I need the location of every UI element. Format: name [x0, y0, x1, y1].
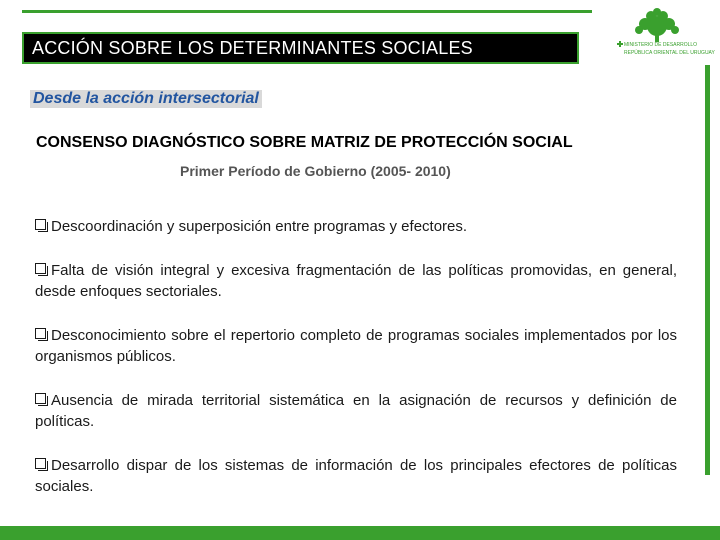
bullet-text: Falta de visión integral y excesiva fragmentación de las políticas promovidas, en general, desde enfoques sectoriales. — [35, 262, 677, 300]
cross-icon — [617, 41, 623, 47]
checkbox-bullet-icon — [35, 219, 46, 230]
period-text: Primer Período de Gobierno (2005- 2010) — [180, 163, 451, 179]
section-subtitle: Desde la acción intersectorial — [30, 90, 262, 108]
list-item — [35, 216, 677, 237]
bullet-text: Descoordinación y superposición entre programas y efectores. — [51, 218, 468, 235]
bullet-text: Desarrollo dispar de los sistemas de información de los principales efectores de políticas sociales. — [35, 457, 677, 495]
bullet-text: Desconocimiento sobre el repertorio completo de programas sociales implementados por los organismos públicos. — [35, 327, 677, 365]
checkbox-bullet-icon — [35, 393, 46, 404]
checkbox-bullet-icon — [35, 328, 46, 339]
right-accent-bar — [705, 65, 710, 475]
page-title: ACCIÓN SOBRE LOS DETERMINANTES SOCIALES — [32, 37, 473, 58]
list-item — [35, 325, 677, 367]
bullet-text: Ausencia de mirada territorial sistemática en la asignación de recursos y definición de políticas. — [35, 392, 677, 430]
checkbox-bullet-icon — [35, 263, 46, 274]
ministry-logo — [605, 4, 717, 64]
logo-line-2: REPÚBLICA ORIENTAL DEL URUGUAY — [624, 50, 715, 56]
logo-line-1: MINISTERIO DE DESARROLLO — [624, 42, 698, 48]
bottom-accent-bar — [0, 526, 720, 540]
top-divider — [22, 10, 592, 13]
tree-emblem-icon — [605, 4, 717, 44]
list-item — [35, 455, 677, 497]
list-item — [35, 260, 677, 302]
section-heading: CONSENSO DIAGNÓSTICO SOBRE MATRIZ DE PROTECCIÓN SOCIAL — [36, 134, 573, 151]
checkbox-bullet-icon — [35, 458, 46, 469]
title-banner — [22, 32, 579, 64]
list-item — [35, 390, 677, 432]
bullet-list — [35, 216, 677, 520]
